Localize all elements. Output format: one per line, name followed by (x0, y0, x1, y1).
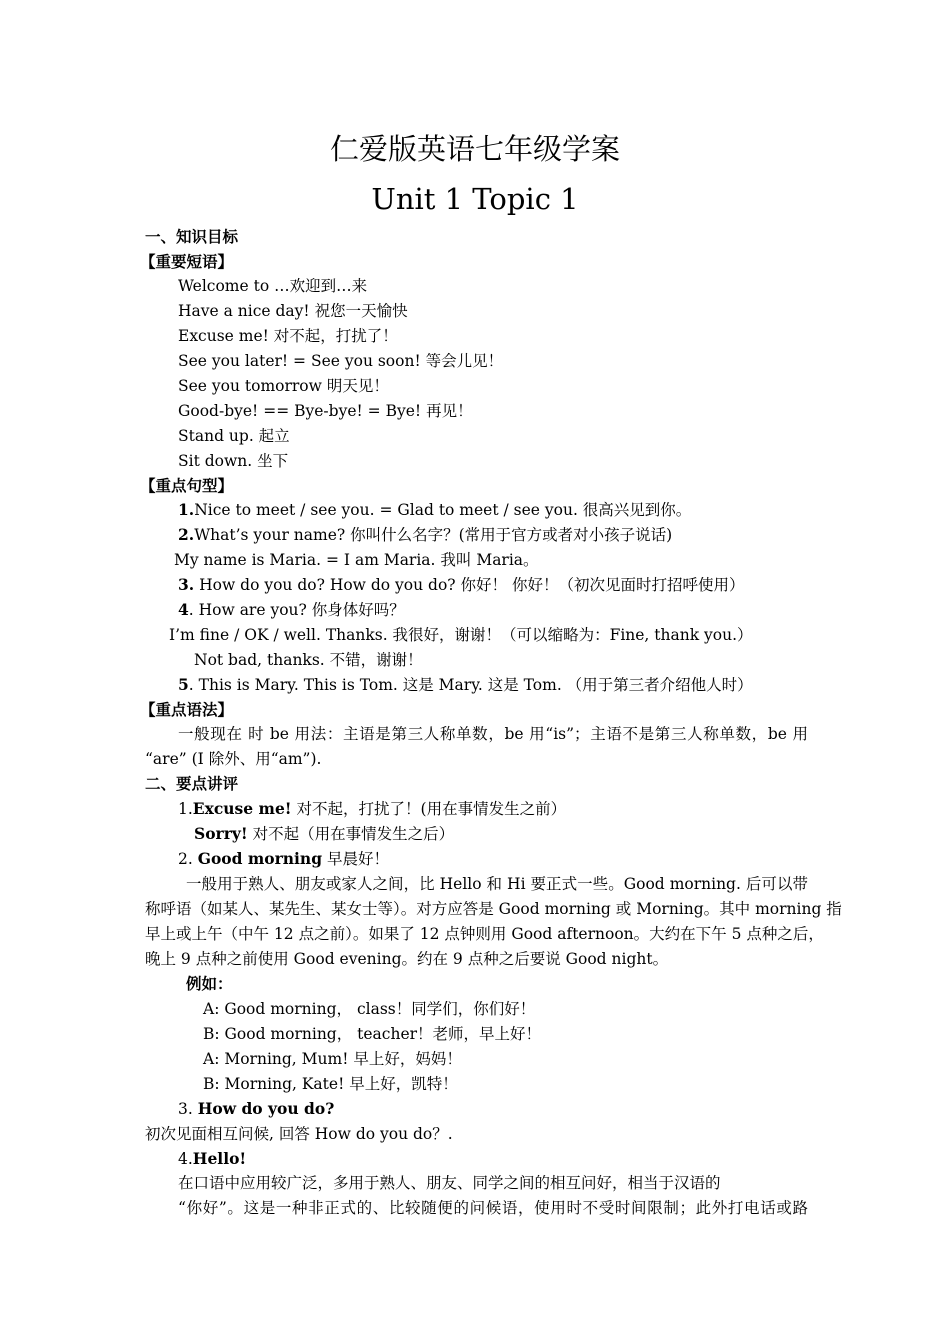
sentence-number: 3. (178, 575, 195, 594)
sentence-text: How do you do? How do you do? 你好！ 你好！（初次见面时打招呼使用） (194, 576, 745, 594)
sentence-line (178, 573, 744, 597)
paragraph-line: 晚上 9 点种之前使用 Good evening。约在 9 点种之后要说 Good night。 (145, 950, 669, 968)
sentence-number: 2. (178, 525, 195, 544)
point-term: Good morning (197, 849, 323, 868)
point-line (178, 847, 389, 871)
example-label: 例如： (186, 974, 233, 993)
sentence-line (178, 523, 672, 547)
example-line: B: Morning, Kate! 早上好，凯特！ (203, 1075, 458, 1093)
grammar-heading: 【重点语法】 (140, 700, 234, 719)
sentence-text: What’s your name? 你叫什么名字？(常用于官方或者对小孩子说话) (194, 526, 673, 544)
phrase-line: Have a nice day! 祝您一天愉快 (178, 302, 408, 320)
phrase-line: Welcome to …欢迎到…来 (178, 277, 368, 295)
point-number: 1. (178, 800, 193, 818)
example-line: A: Morning, Mum! 早上好，妈妈！ (203, 1050, 462, 1068)
point-line (178, 1147, 246, 1171)
paragraph-line: 称呼语（如某人、某先生、某女士等）。对方应答是 Good morning 或 Morning。其中 morning 指 (145, 900, 842, 918)
sentence-line (178, 498, 691, 522)
point-line (194, 822, 454, 846)
example-line: B: Good morning， teacher！老师，早上好！ (203, 1025, 542, 1043)
section-heading-knowledge: 一、知识目标 (145, 227, 239, 246)
phrases-heading: 【重要短语】 (140, 252, 234, 271)
sentence-answer: I’m fine / OK / well. Thanks. 我很好，谢谢！（可以缩略为：Fine, thank you.） (169, 626, 753, 644)
point-term: Hello! (192, 1149, 247, 1168)
paragraph-line: 一般用于熟人、朋友或家人之间，比 Hello 和 Hi 要正式一些。Good morning. 后可以带 (186, 875, 808, 893)
sentence-number: 4 (178, 600, 189, 619)
point-number: 3. (178, 1100, 198, 1118)
point-term: Excuse me! (192, 799, 292, 818)
sentence-text: . How are you? 你身体好吗？ (188, 601, 405, 619)
point-number: 2. (178, 850, 198, 868)
document-subtitle: Unit 1 Topic 1 (371, 182, 579, 216)
sentence-line (178, 598, 405, 622)
sentence-number: 1. (178, 500, 195, 519)
point-term: Sorry! (194, 824, 248, 843)
section-heading-key-points: 二、要点讲评 (145, 774, 239, 793)
sentence-text: Nice to meet / see you. = Glad to meet / see you. 很高兴见到你。 (194, 501, 692, 519)
point-text: 早晨好！ (322, 850, 389, 868)
grammar-text: “are” (I 除外、用“am”). (145, 750, 322, 768)
document-title: 仁爱版英语七年级学案 (329, 132, 620, 166)
phrase-line: See you later! = See you soon! 等会儿见！ (178, 352, 504, 370)
paragraph-line: 早上或上午（中午 12 点之前）。如果了 12 点钟则用 Good afternoon。大约在下午 5 点种之后， (145, 925, 824, 943)
paragraph-line: “你好”。这是一种非正式的、比较随便的问候语，使用时不受时间限制；此外打电话或路 (178, 1199, 808, 1217)
sentence-text: . This is Mary. This is Tom. 这是 Mary. 这是 Tom. （用于第三者介绍他人时） (188, 676, 753, 694)
sentence-line (178, 673, 753, 697)
point-line (178, 797, 566, 821)
point-text: 对不起（用在事情发生之后） (247, 825, 455, 843)
paragraph-line: 在口语中应用较广泛，多用于熟人、朋友、同学之间的相互问好，相当于汉语的 (178, 1174, 721, 1192)
point-text: 对不起，打扰了！(用在事情发生之前） (291, 800, 567, 818)
phrase-line: See you tomorrow 明天见！ (178, 377, 389, 395)
phrase-line: Good-bye! == Bye-bye! = Bye! 再见！ (178, 402, 473, 420)
sentence-answer: My name is Maria. = I am Maria. 我叫 Maria。 (174, 551, 539, 569)
sentence-number: 5 (178, 675, 189, 694)
phrase-line: Stand up. 起立 (178, 427, 290, 445)
grammar-text: 一般现在 时 be 用法：主语是第三人称单数，be 用“is”；主语不是第三人称单数，be 用 (178, 725, 808, 743)
phrase-line: Excuse me! 对不起，打扰了！ (178, 327, 398, 345)
paragraph-line: 初次见面相互问候, 回答 How do you do？. (145, 1125, 453, 1143)
sentences-heading: 【重点句型】 (140, 476, 234, 495)
example-line: A: Good morning， class！同学们，你们好！ (203, 1000, 536, 1018)
point-line (178, 1097, 334, 1121)
point-number: 4. (178, 1150, 193, 1168)
phrase-line: Sit down. 坐下 (178, 452, 289, 470)
sentence-answer: Not bad, thanks. 不错，谢谢！ (194, 651, 423, 669)
point-term: How do you do? (197, 1099, 335, 1118)
